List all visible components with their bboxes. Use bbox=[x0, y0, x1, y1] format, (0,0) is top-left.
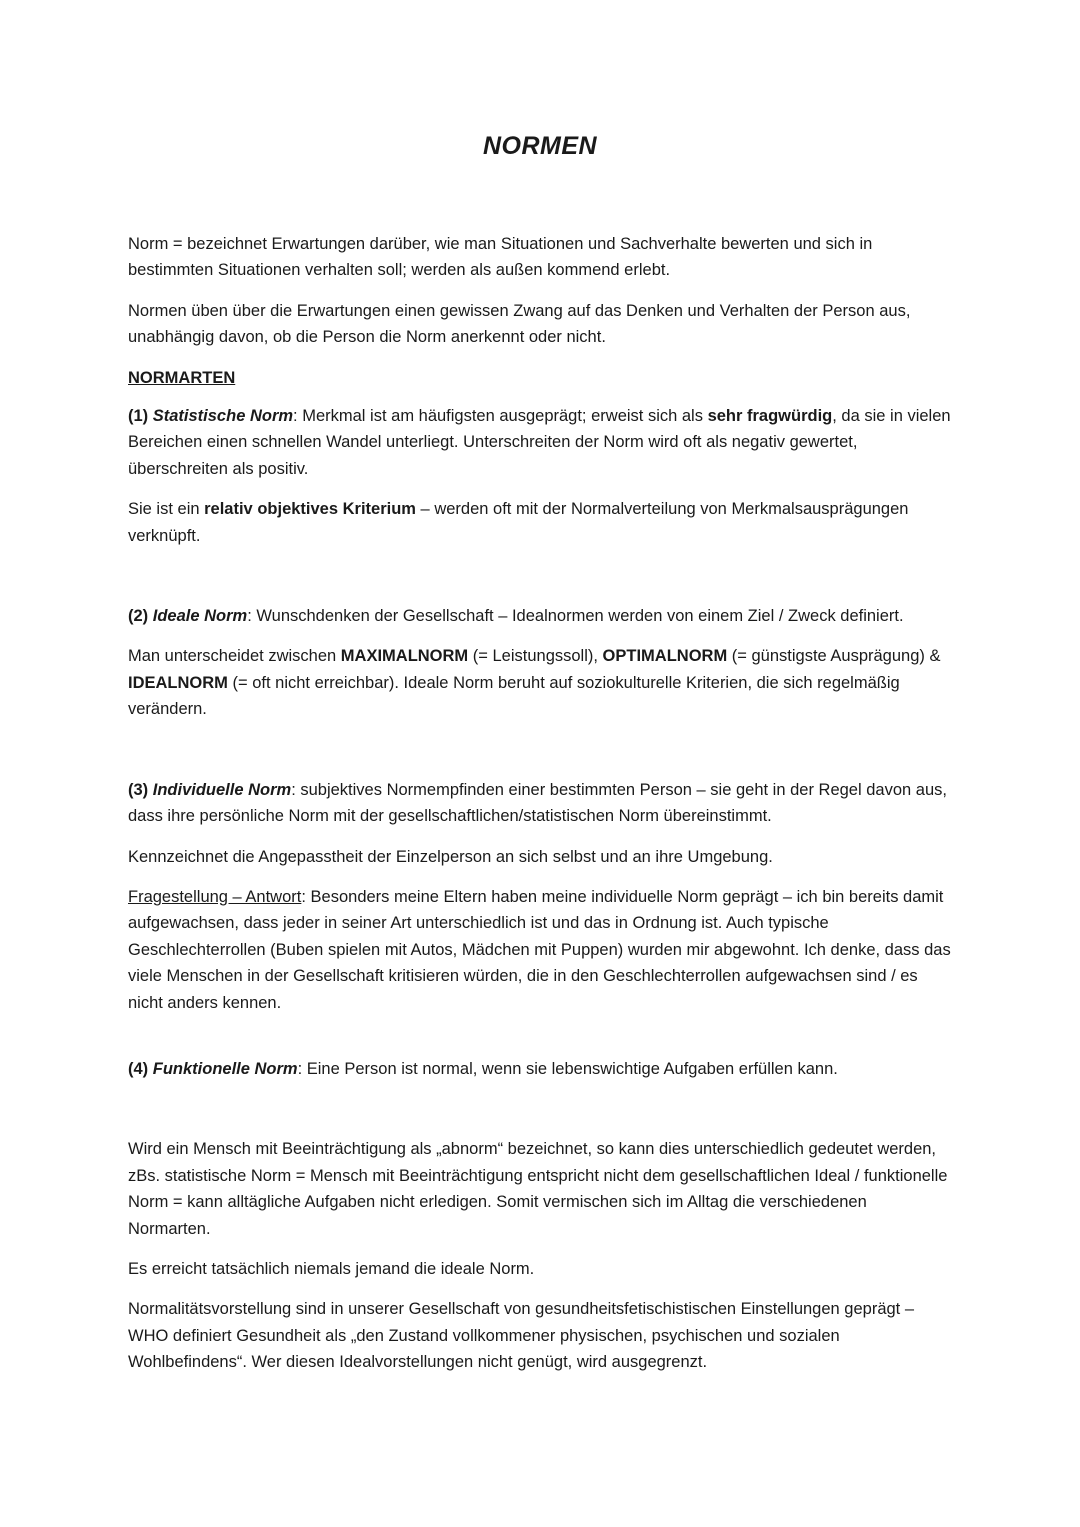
norm3-colon: : bbox=[291, 780, 301, 799]
norm2-p2-bold1: MAXIMALNORM bbox=[340, 647, 469, 666]
norm3-question-answer bbox=[128, 884, 952, 1016]
norm3-name: Individuelle Norm bbox=[152, 780, 292, 799]
norm2-p2-bold3: IDEALNORM bbox=[128, 673, 228, 692]
norm2-p2-a: Man unterscheidet zwischen bbox=[128, 647, 341, 666]
norm1-name: Statistische Norm bbox=[152, 407, 294, 426]
norm2-colon: : bbox=[247, 607, 257, 626]
norm4-paragraph bbox=[128, 1056, 952, 1082]
norm3-paragraph bbox=[128, 777, 952, 830]
norm4-name: Funktionelle Norm bbox=[152, 1059, 298, 1078]
norm3-question-text: Besonders meine Eltern haben meine individuelle Norm geprägt – ich bin bereits damit aufgewachsen, dass jeder in seiner Art unterschiedlich ist und das in Ordnung ist. Auch typische Geschlechterrollen (Buben spielen mit Autos, Mädchen mit Puppen) wurden mir abgewohnt. Ich denke, dass das viele Menschen in der Gesellschaft kritisieren würden, die in den Geschlechterrollen aufgewachsen sind / es nicht anders kennen. bbox=[128, 887, 951, 1012]
norm4-number: (4) bbox=[128, 1059, 153, 1078]
norm2-p2-c: (= günstigste Ausprägung) & bbox=[727, 647, 941, 666]
norm2-paragraph bbox=[128, 603, 952, 629]
intro-paragraph-1: Norm = bezeichnet Erwartungen darüber, wie man Situationen und Sachverhalte bewerten und sich in bestimmten Situationen verhalten soll; werden als außen kommend erlebt. bbox=[128, 235, 873, 280]
closing-paragraph-3: Normalitätsvorstellung sind in unserer Gesellschaft von gesundheitsfetischistischen Einstellungen geprägt – WHO definiert Gesundheit als „den Zustand vollkommener physischen, psychischen und sozialen Wohlbefindens“. Wer diesen Idealvorstellungen nicht genügt, wird ausgegrenzt. bbox=[128, 1300, 915, 1372]
norm2-number: (2) bbox=[128, 607, 153, 626]
norm2-paragraph-2 bbox=[128, 643, 952, 722]
closing-paragraph-2: Es erreicht tatsächlich niemals jemand die ideale Norm. bbox=[128, 1259, 535, 1278]
norm1-paragraph-2 bbox=[128, 496, 952, 549]
norm2-text: Wunschdenken der Gesellschaft – Idealnormen werden von einem Ziel / Zweck definiert. bbox=[256, 607, 904, 626]
norm3-paragraph-2: Kennzeichnet die Angepasstheit der Einzelperson an sich selbst und an ihre Umgebung. bbox=[128, 847, 773, 866]
norm4-text: Eine Person ist normal, wenn sie lebenswichtige Aufgaben erfüllen kann. bbox=[306, 1059, 838, 1078]
norm2-p2-bold2: OPTIMALNORM bbox=[602, 647, 728, 666]
norm3-question-label: Fragestellung – Antwort bbox=[128, 887, 302, 906]
section-heading-normarten: NORMARTEN bbox=[128, 368, 236, 387]
document-title: NORMEN bbox=[482, 132, 598, 160]
norm1-paragraph bbox=[128, 403, 952, 482]
norm1-p2-a: Sie ist ein bbox=[128, 500, 205, 519]
closing-paragraph-1: Wird ein Mensch mit Beeinträchtigung als „abnorm“ bezeichnet, so kann dies unterschiedlich gedeutet werden, zBs. statistische Norm = Mensch mit Beeinträchtigung entspricht nicht dem gesellschaftlichen Ideal / funktionelle Norm = kann alltägliche Aufgaben nicht erledigen. Somit vermischen sich im Alltag die verschiedenen Normarten. bbox=[128, 1140, 948, 1238]
norm3-question-colon: : bbox=[301, 887, 311, 906]
norm1-p2-b: – werden oft mit der Normalverteilung von Merkmalsausprägungen verknüpft. bbox=[128, 500, 909, 545]
norm1-text-b: , da sie in vielen Bereichen einen schnellen Wandel unterliegt. Unterschreiten der Norm wird oft als negativ gewertet, überschreiten als positiv. bbox=[128, 407, 951, 478]
norm1-bold-a: sehr fragwürdig bbox=[707, 407, 833, 426]
intro-paragraph-2: Normen üben über die Erwartungen einen gewissen Zwang auf das Denken und Verhalten der Person aus, unabhängig davon, ob die Person die Norm anerkennt oder nicht. bbox=[128, 301, 911, 347]
norm1-number: (1) bbox=[128, 407, 153, 426]
norm3-text: subjektives Normempfinden einer bestimmten Person – sie geht in der Regel davon aus, dass ihre persönliche Norm mit der gesellschaftlichen/statistischen Norm übereinstimmt. bbox=[128, 780, 947, 826]
norm4-colon: : bbox=[297, 1059, 307, 1078]
norm1-text-a: Merkmal ist am häufigsten ausgeprägt; erweist sich als bbox=[302, 407, 708, 426]
norm2-p2-b: (= Leistungssoll), bbox=[468, 647, 603, 666]
norm1-colon: : bbox=[293, 407, 303, 426]
norm2-name: Ideale Norm bbox=[152, 607, 248, 626]
norm1-p2-bold: relativ objektives Kriterium bbox=[204, 500, 416, 519]
norm3-number: (3) bbox=[128, 780, 153, 799]
norm2-p2-d: (= oft nicht erreichbar). Ideale Norm beruht auf soziokulturelle Kriterien, die sich regelmäßig verändern. bbox=[128, 673, 900, 719]
